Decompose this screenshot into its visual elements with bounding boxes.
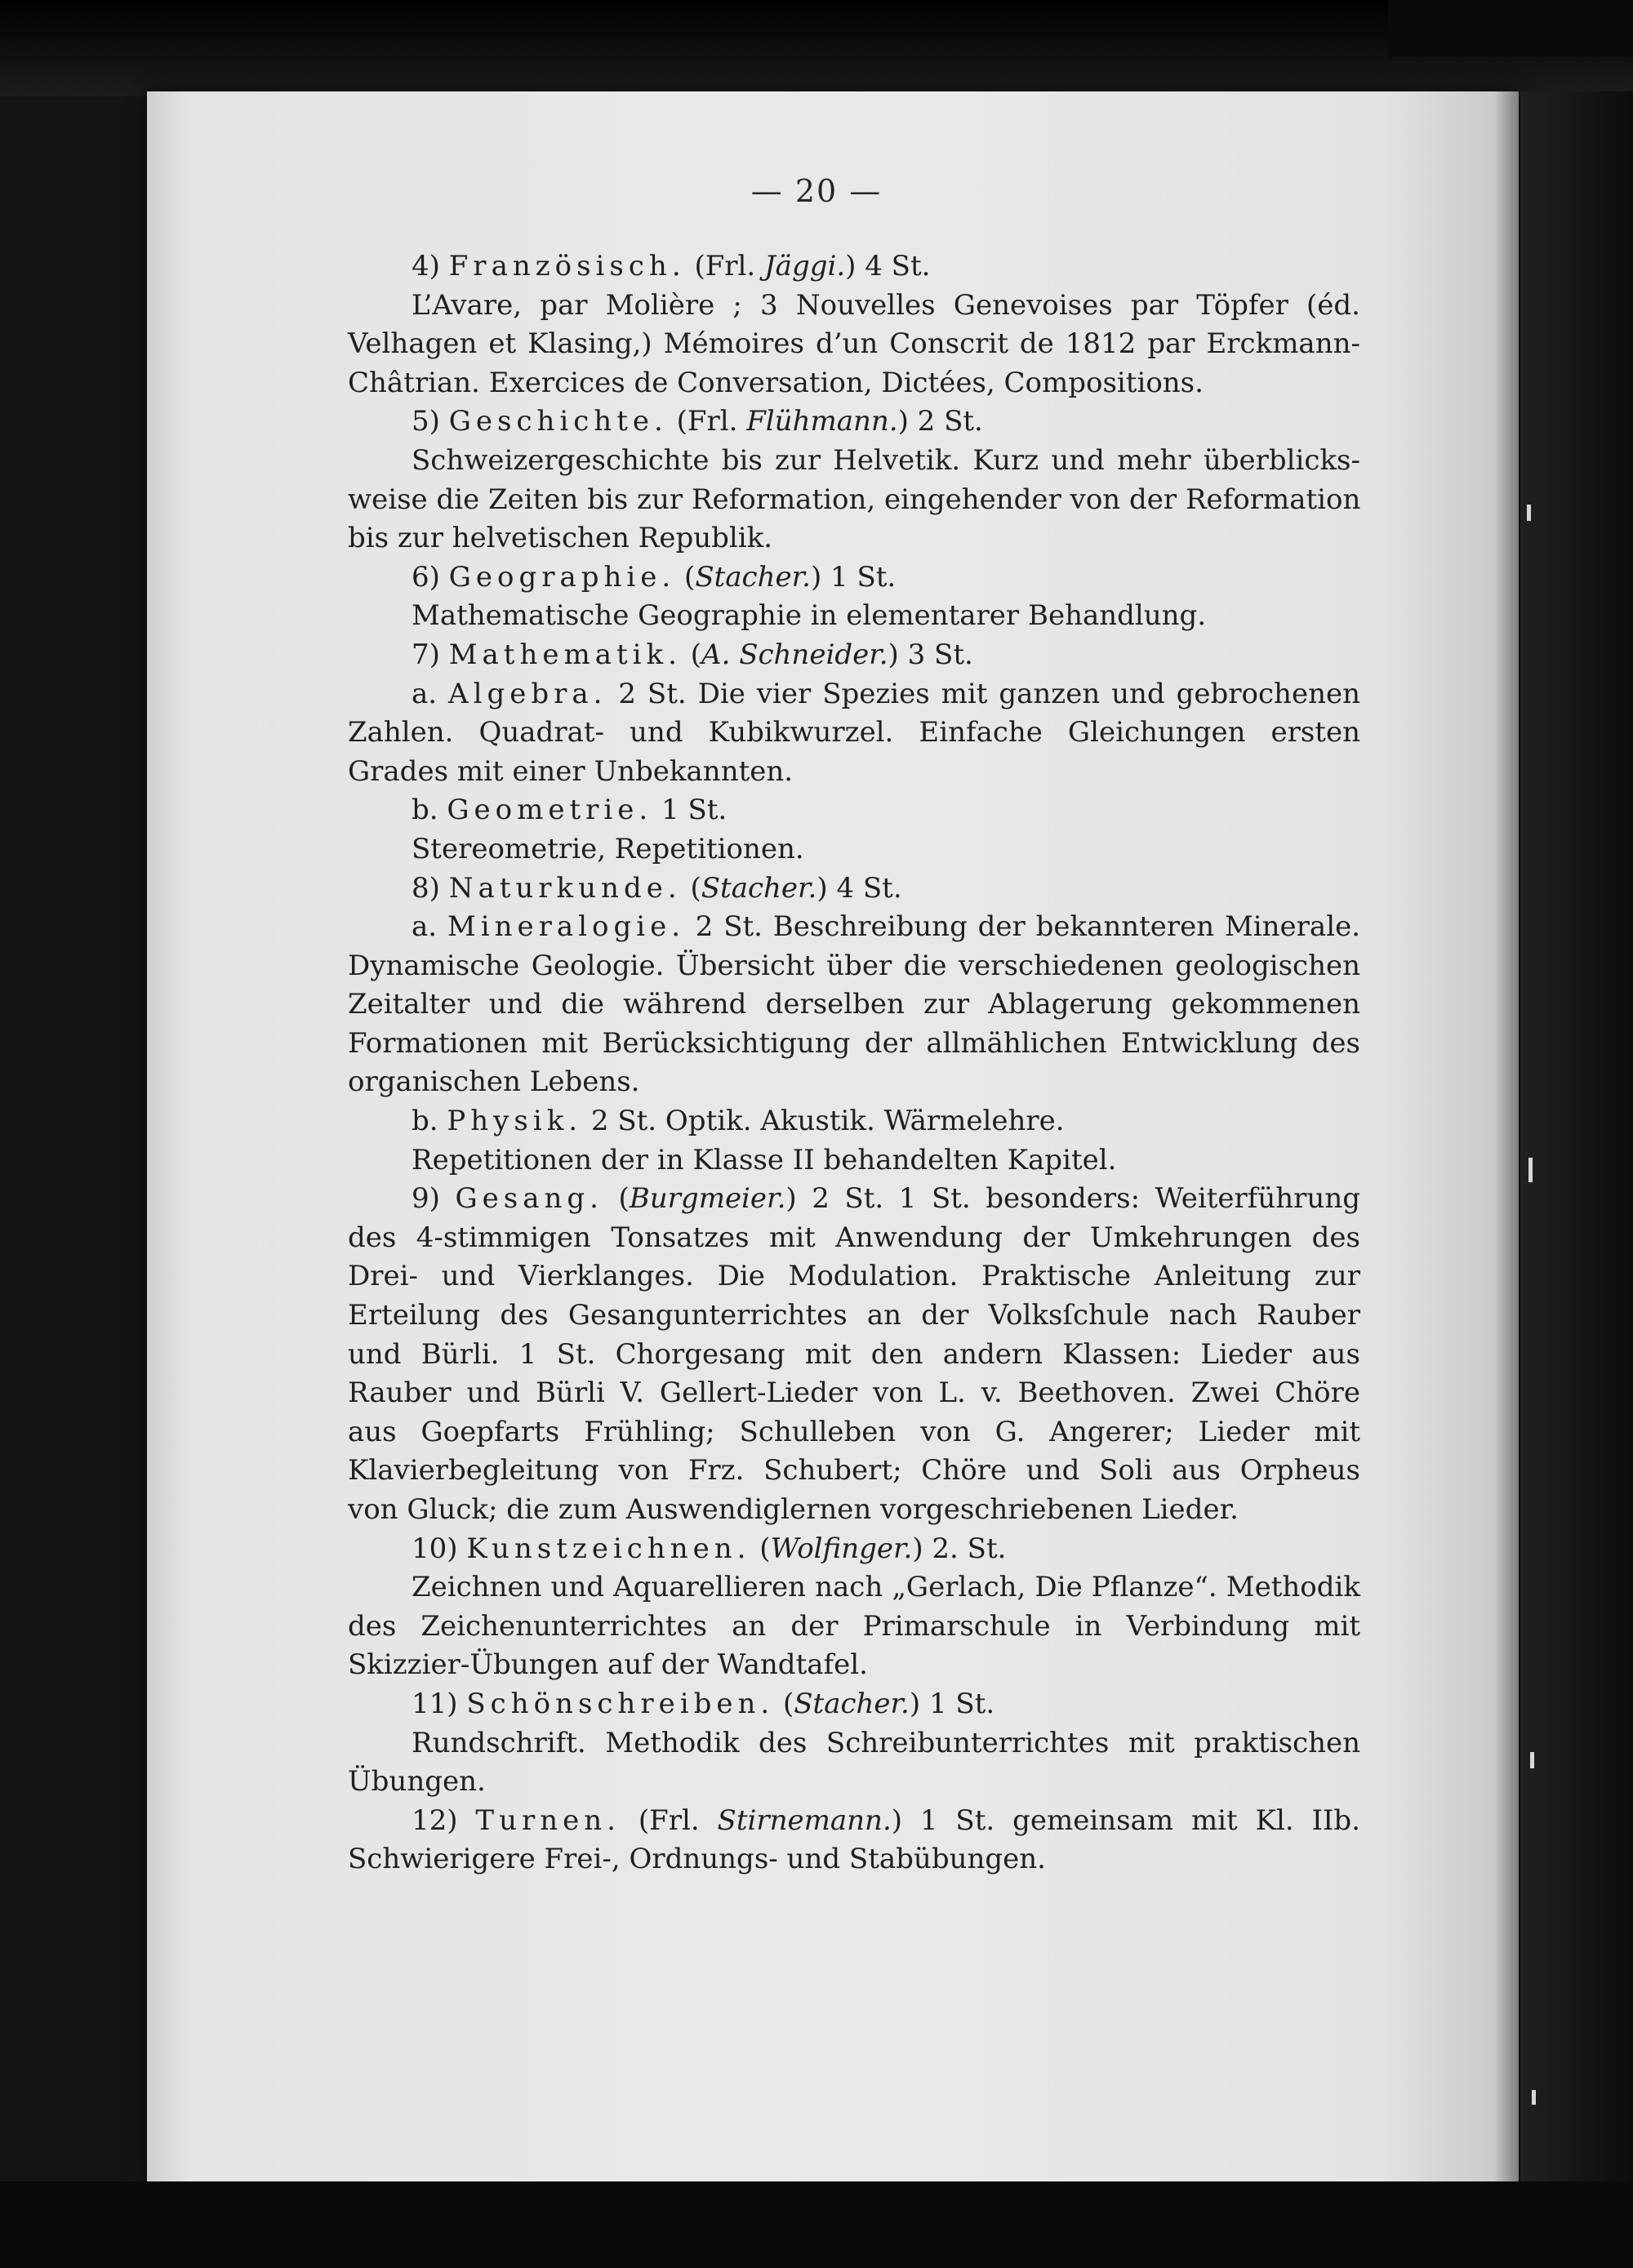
text-run: a. [412,910,447,944]
text-line [348,364,1360,403]
italic-name: Wolfinger. [770,1532,913,1565]
text-run: Rundschrift. Methodik des Schreibunterrichtes mit praktischen [412,1726,1360,1759]
text-run: L’Avare, par Molière ; 3 Nouvelles Genevoises par Töpfer (éd. [412,288,1360,322]
subject-heading: Kunstzeichnen. [466,1532,751,1565]
text-line [348,519,1360,558]
text-line [348,1296,1360,1336]
text-run: ) 4 St. [845,250,931,282]
subject-heading: Physik. [447,1105,583,1138]
text-run: Schwierigere Frei-, Ordnungs- und Stabübungen. [348,1843,1046,1876]
edge-mark [1527,505,1531,521]
text-run: Drei- und Vierklanges. Die Modulation. Praktische Anleitung zur [348,1260,1360,1293]
text-run: Mathematische Geographie in elementarer Behandlung. [412,599,1207,633]
text-line [348,1257,1360,1296]
text-line [348,869,1360,909]
text-run: Skizzier-Übungen auf der Wandtafel. [348,1648,868,1682]
text-line [348,947,1360,986]
text-line [348,1763,1360,1802]
text-line [348,597,1360,636]
text-line [348,1608,1360,1647]
text-run: des 4-stimmigen Tonsatzes mit Anwendung der Umkehrungen des [348,1221,1360,1254]
edge-mark [1532,2090,1536,2105]
text-line [348,558,1360,598]
text-line [348,1413,1360,1452]
text-line [348,1102,1360,1141]
text-run: 10) [412,1532,467,1565]
text-line [348,1530,1360,1569]
text-run: Formationen mit Berücksichtigung der allmählichen Entwicklung des [348,1026,1360,1060]
text-run: 11) [412,1687,467,1720]
text-line [348,791,1360,830]
text-line [348,1491,1360,1530]
text-line [348,1646,1360,1685]
subject-heading: Geographie. [448,560,676,594]
subject-heading: Mineralogie. [447,910,686,944]
italic-name: A. Schneider. [701,638,888,671]
text-line [348,287,1360,326]
text-run: Übungen. [348,1765,486,1799]
text-line [348,1685,1360,1724]
edge-mark [1528,1158,1533,1182]
text-run: Zeichnen und Aquarellieren nach „Gerlach, Die Pflanze“. Methodik [412,1571,1360,1604]
text-line [348,1452,1360,1491]
subject-heading: Algebra. [448,677,607,710]
text-run: 5) [412,405,449,438]
text-run: organischen Lebens. [348,1065,640,1099]
text-line [348,402,1360,442]
subject-heading: Französisch. [448,250,686,282]
text-run: b. [412,794,447,827]
text-line [348,1063,1360,1102]
text-line [348,1219,1360,1258]
subject-heading: Naturkunde. [448,871,682,905]
text-run: b. [412,1105,447,1138]
text-run: Stereometrie, Repetitionen. [412,832,804,865]
italic-name: Stacher. [794,1687,910,1720]
text-run: 2 St. Die vier Spezies mit ganzen und gebrochenen [607,677,1360,710]
subject-heading: Gesang. [455,1182,603,1216]
corner-shadow [1388,0,1633,57]
body-text [348,247,1360,1879]
text-run: 7) [412,638,449,671]
text-run: 2 St. Optik. Akustik. Wärmelehre. [582,1105,1065,1138]
text-line [348,1840,1360,1879]
text-run: Rauber und Bürli V. Gellert-Lieder von L. v. Beethoven. Zwei Chöre [348,1376,1360,1410]
text-line [348,714,1360,753]
text-line [348,985,1360,1025]
italic-name: Stacher. [701,871,817,905]
text-run: ) 3 St. [888,638,973,671]
text-line [348,325,1360,364]
text-line [348,247,1360,287]
text-run: ) 2 St. [897,405,983,438]
text-line [348,481,1360,520]
text-line [348,1025,1360,1064]
text-run: von Gluck; die zum Auswendiglernen vorgeschriebenen Lieder. [348,1493,1239,1526]
text-run: ) 1 St. [909,1687,995,1720]
text-line [348,675,1360,714]
text-run: ( [675,560,696,594]
adjacent-page-edge [1520,91,1633,2186]
page-number: — 20 — [750,173,883,209]
italic-name: Jäggi. [764,250,846,282]
text-line [348,1568,1360,1608]
text-run: des Zeichenunterrichtes an der Primarschule in Verbindung mit [348,1609,1360,1643]
text-run: ) 4 St. [816,871,902,905]
subject-heading: Schönschreiben. [466,1687,775,1720]
page-gutter-shadow [1496,91,1519,2181]
text-run: Grades mit einer Unbekannten. [348,754,794,788]
text-run: (Frl. [685,250,765,282]
text-run: 2 St. Beschreibung der bekannteren Minerale. [685,910,1360,944]
text-run: a. [412,677,449,710]
text-run: Zeitalter und die während derselben zur Ablagerung gekommenen [348,988,1360,1021]
text-line [348,1336,1360,1375]
italic-name: Stirnemann. [717,1803,892,1837]
text-line [348,908,1360,947]
text-run: weise die Zeiten bis zur Reformation, eingehender von der Reformation [348,483,1361,516]
italic-name: Flühmann. [746,405,898,438]
text-run: ( [750,1532,771,1565]
subject-heading: Geometrie. [447,794,653,827]
text-run: ( [681,638,702,671]
text-run: ) 2 St. 1 St. besonders: Weiterführung [785,1182,1360,1216]
text-run: aus Goepfarts Frühling; Schulleben von G. Angerer; Lieder mit [348,1415,1360,1448]
italic-name: Burgmeier. [629,1182,786,1216]
text-run: (Frl. [667,405,747,438]
text-line [348,1724,1360,1763]
subject-heading: Geschichte. [448,405,668,438]
text-line [348,1802,1360,1841]
bottom-border [0,2181,1633,2268]
text-run: ( [774,1687,794,1720]
text-run: Châtrian. Exercices de Conversation, Dictées, Compositions. [348,366,1204,399]
text-run: Klavierbegleitung von Frz. Schubert; Chöre und Soli aus Orpheus [348,1454,1360,1488]
text-run: und Bürli. 1 St. Chorgesang mit den andern Klassen: Lieder aus [348,1337,1360,1371]
text-run: ( [603,1182,630,1216]
text-run: ) 2. St. [912,1532,1007,1565]
text-run: 12) [412,1803,476,1837]
text-run: ( [681,871,701,905]
text-run: 8) [412,871,449,905]
text-run: Schweizergeschichte bis zur Helvetik. Kurz und mehr überblicks- [412,443,1360,477]
edge-mark [1530,1752,1534,1768]
text-run: Zahlen. Quadrat- und Kubikwurzel. Einfache Gleichungen ersten [348,716,1360,749]
text-run: 6) [412,560,449,594]
text-run: ) 1 St. gemeinsam mit Kl. IIb. [891,1803,1360,1837]
text-run: Repetitionen der in Klasse II behandelten Kapitel. [412,1143,1117,1176]
text-run: 1 St. [652,794,728,827]
subject-heading: Turnen. [475,1803,621,1837]
text-run: 4) [412,250,449,282]
text-line [348,1374,1360,1413]
text-run: Dynamische Geologie. Übersicht über die verschiedenen geologischen [348,949,1360,982]
italic-name: Stacher. [695,560,811,594]
text-run: Erteilung des Gesangunterrichtes an der Volksſchule nach Rauber [348,1299,1360,1332]
text-line [348,442,1360,481]
text-line [348,830,1360,869]
text-line [348,1141,1360,1181]
text-line [348,753,1360,792]
text-run: ) 1 St. [810,560,897,594]
text-run: 9) [412,1182,456,1216]
subject-heading: Mathematik. [448,638,682,671]
text-line [348,636,1360,675]
text-line [348,1180,1360,1219]
text-run: (Frl. [620,1803,718,1837]
text-run: bis zur helvetischen Republik. [348,522,773,555]
text-run: Velhagen et Klasing,) Mémoires d’un Conscrit de 1812 par Erckmann- [348,327,1360,361]
